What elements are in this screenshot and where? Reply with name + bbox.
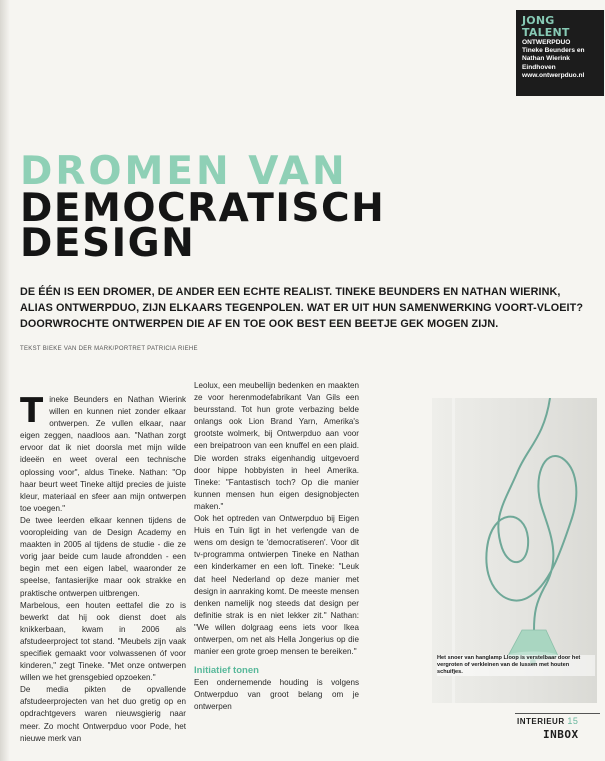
paragraph-intro-text: ineke Beunders en Nathan Wierink willen en kunnen niet zonder elkaar ontwerpen. Ze vullen elkaar, naar eigen zeggen, naadloos aan. "Nathan zorgt ervoor dat ik niet doorsla met mijn wilde ideeën en weet overal een technische oplossing voor", aldus Tineke. Nathan: "Op haar beurt weet Tineke altijd precies de juiste kleur, materiaal en sfeer aan mijn ontwerpen toe voegen." [20,395,186,513]
talent-designer-1: Tineke Beunders en [522,47,585,55]
page-number: 15 [567,716,579,726]
drop-cap: T [20,391,44,431]
paragraph: Leolux, een meubellijn bedenken en maakten ze voor herenmodefabrikant Van Gils een beursstand. Tot hun grote verbazing belde onlangs ook Lion Brand Yarn, Amerika's grootste wolmerk, bij Ontwerpduo aan voor een breipatroon van een knuffel en een plaid. Die worden straks eigenhandig uitgevoerd door hippe hobbyisten in heel Amerika. Tineke: "Fantastisch toch? Op die manier kunnen mensen hun eigen designobjecten maken." [194,381,359,511]
footer-section [517,716,578,726]
paragraph: Marbelous, een houten eettafel die zo is bewerkt dat hij ook dienst doet als knikkerbaan, kwam in 2006 als afstudeerproject tot stand. "Meubels zijn vaak specifiek gemaakt voor volwassenen óf voor kinderen," zegt Tineke. "Met onze ontwerpen willen we het grensgebied opzoeken." [20,600,186,683]
text-column-2 [194,380,359,713]
lead-paragraph: DE ÉÉN IS EEN DROMER, DE ANDER EEN ECHTE REALIST. TINEKE BEUNDERS EN NATHAN WIERINK, ALIAS ONTWERPDUO, ZIJN ELKAARS TEGENPOLEN. WAT ER UIT HUN SAMENWERKING VOORT-VLOEIT? DOORWROCHTE ONTWERPEN DIE AF EN TOE OOK BEST EEN BEETJE GEK MOGEN ZIJN. [20,286,584,330]
talent-city: Eindhoven [522,63,556,71]
headline-line-2: DEMOCRATISCH [20,186,386,231]
footer-rule [515,713,600,714]
talent-studio-name: ONTWERPDUO [522,39,571,46]
jong-talent-box [516,10,604,96]
talent-website: www.ontwerpduo.nl [522,71,585,79]
paragraph: Een ondernemende houding is volgens Ontwerpduo van groot belang om je ontwerpen [194,678,359,712]
text-column-1 [20,391,186,745]
article-credit: TEKST BIEKE VAN DER MARK/PORTRET PATRICIA RIEHE [20,346,198,352]
paragraph: De media pikten de opvallende afstudeerprojecten van het duo gretig op en opdrachtgevers waren nieuwsgierig naar meer. Zo mocht Ontwerpduo voor Pode, het nieuwe merk van [20,685,186,743]
paragraph: De twee leerden elkaar kennen tijdens de vooropleiding van de Design Academy en maakten in 2005 al tijdens de studie - die ze vorig jaar beide cum laude afrondden - een begin met een eigen label, waaronder ze speelse, fantasierijke maar ook strakke en praktische ontwerpen uitbrengen. [20,515,186,598]
photo-caption: Het snoer van hanglamp Lloop is verstelbaar door het vergroten of verkleinen van de lussen met houten schuifjes. [437,655,595,676]
magazine-name: INBOX [543,728,579,741]
headline-line-1: DROMEN VAN [20,149,348,194]
footer-section-name: INTERIEUR [517,717,565,726]
subheading: Initiatief tonen [194,665,259,677]
headline-line-3: DESIGN [20,221,196,266]
page-spine-shadow [0,0,10,761]
paragraph: Ook het optreden van Ontwerpduo bij Eigen Huis en Tuin ligt in het verlengde van de wens om design te 'democratiseren'. Voor dit tv-programma ontwierpen Tineke en Nathan een kinderkamer en een loft. Tineke: "Leuk dat heel Nederland op deze manier met design in aanraking komt. De meeste mensen denken namelijk nog steeds dat design per definitie strak is en niet lekker zit." Nathan: "We willen dolgraag eens iets voor Ikea ontwerpen, om net als Hella Jongerius op die manier een grote groep mensen te bereiken." [194,514,359,657]
paragraph-intro [20,391,186,515]
talent-designer-2: Nathan Wierink [522,55,570,63]
jong-talent-heading: JONG TALENT [522,14,570,39]
lamp-cord [486,398,576,630]
